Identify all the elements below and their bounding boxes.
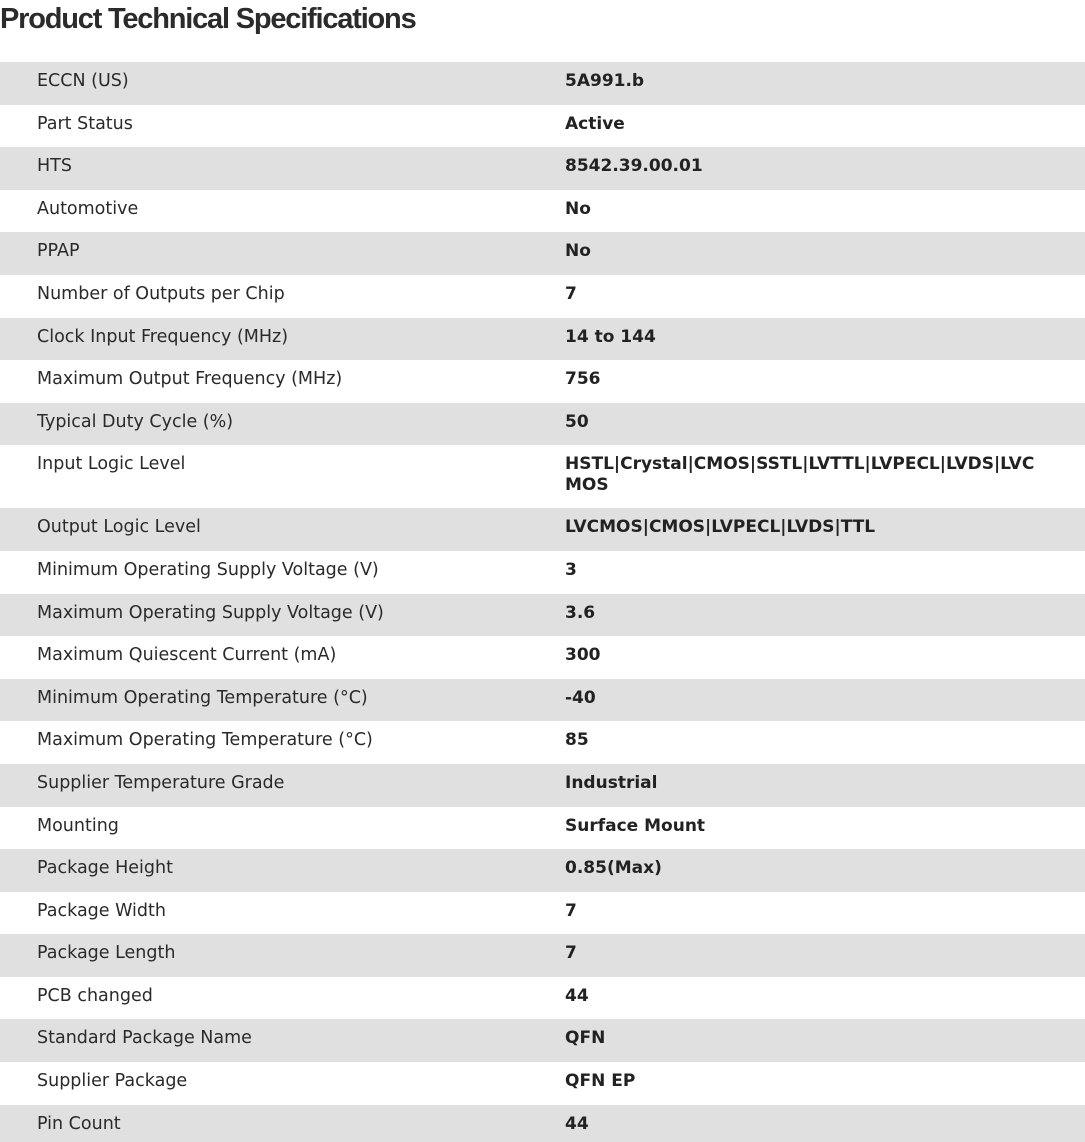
spec-label: Automotive [0, 190, 565, 233]
spec-value: 85 [565, 721, 1085, 764]
spec-row [0, 1105, 1085, 1142]
spec-row [0, 275, 1085, 318]
spec-row [0, 318, 1085, 361]
spec-label: Package Width [0, 892, 565, 935]
spec-row [0, 147, 1085, 190]
spec-label: Typical Duty Cycle (%) [0, 403, 565, 446]
spec-row [0, 849, 1085, 892]
spec-label: Maximum Quiescent Current (mA) [0, 636, 565, 679]
spec-label: Maximum Operating Temperature (°C) [0, 721, 565, 764]
spec-row [0, 892, 1085, 935]
spec-row [0, 360, 1085, 403]
spec-label: Maximum Output Frequency (MHz) [0, 360, 565, 403]
spec-value: 44 [565, 977, 1085, 1020]
spec-value: Surface Mount [565, 807, 1085, 850]
spec-row [0, 764, 1085, 807]
spec-label: Minimum Operating Supply Voltage (V) [0, 551, 565, 594]
spec-value: 7 [565, 275, 1085, 318]
spec-row [0, 403, 1085, 446]
spec-value: 7 [565, 892, 1085, 935]
spec-row [0, 594, 1085, 637]
spec-value: 5A991.b [565, 62, 1085, 105]
spec-row [0, 721, 1085, 764]
spec-row [0, 190, 1085, 233]
spec-table-body [0, 62, 1085, 1142]
spec-row [0, 232, 1085, 275]
spec-label: Clock Input Frequency (MHz) [0, 318, 565, 361]
spec-label: Supplier Package [0, 1062, 565, 1105]
spec-value: 50 [565, 403, 1085, 446]
spec-table [0, 62, 1085, 1142]
spec-row [0, 1062, 1085, 1105]
page-title: Product Technical Specifications [0, 3, 416, 35]
spec-row [0, 977, 1085, 1020]
spec-label: Mounting [0, 807, 565, 850]
spec-value: 3.6 [565, 594, 1085, 637]
spec-value: 756 [565, 360, 1085, 403]
spec-label: PPAP [0, 232, 565, 275]
spec-row [0, 1019, 1085, 1062]
spec-value: 300 [565, 636, 1085, 679]
spec-row [0, 934, 1085, 977]
spec-label: PCB changed [0, 977, 565, 1020]
spec-label: Maximum Operating Supply Voltage (V) [0, 594, 565, 637]
spec-value: Active [565, 105, 1085, 148]
spec-label: Part Status [0, 105, 565, 148]
spec-value: QFN EP [565, 1062, 1085, 1105]
spec-row [0, 445, 1085, 508]
spec-label: Minimum Operating Temperature (°C) [0, 679, 565, 722]
spec-value: 14 to 144 [565, 318, 1085, 361]
spec-row [0, 62, 1085, 105]
spec-value: QFN [565, 1019, 1085, 1062]
spec-label: Package Length [0, 934, 565, 977]
spec-value: 0.85(Max) [565, 849, 1085, 892]
spec-label: HTS [0, 147, 565, 190]
spec-value: LVCMOS|CMOS|LVPECL|LVDS|TTL [565, 508, 1085, 551]
spec-value: Industrial [565, 764, 1085, 807]
spec-label: Input Logic Level [0, 445, 565, 508]
spec-value: HSTL|Crystal|CMOS|SSTL|LVTTL|LVPECL|LVDS|LVCMOS [565, 445, 1085, 508]
spec-value: No [565, 190, 1085, 233]
spec-row [0, 807, 1085, 850]
spec-value: 7 [565, 934, 1085, 977]
spec-value: 3 [565, 551, 1085, 594]
spec-label: Output Logic Level [0, 508, 565, 551]
spec-value: 44 [565, 1105, 1085, 1142]
spec-row [0, 679, 1085, 722]
spec-row [0, 508, 1085, 551]
spec-label: Standard Package Name [0, 1019, 565, 1062]
spec-label: ECCN (US) [0, 62, 565, 105]
spec-label: Pin Count [0, 1105, 565, 1142]
spec-value: -40 [565, 679, 1085, 722]
spec-value: No [565, 232, 1085, 275]
spec-row [0, 551, 1085, 594]
spec-value: 8542.39.00.01 [565, 147, 1085, 190]
spec-row [0, 636, 1085, 679]
spec-label: Package Height [0, 849, 565, 892]
spec-label: Number of Outputs per Chip [0, 275, 565, 318]
spec-row [0, 105, 1085, 148]
spec-label: Supplier Temperature Grade [0, 764, 565, 807]
